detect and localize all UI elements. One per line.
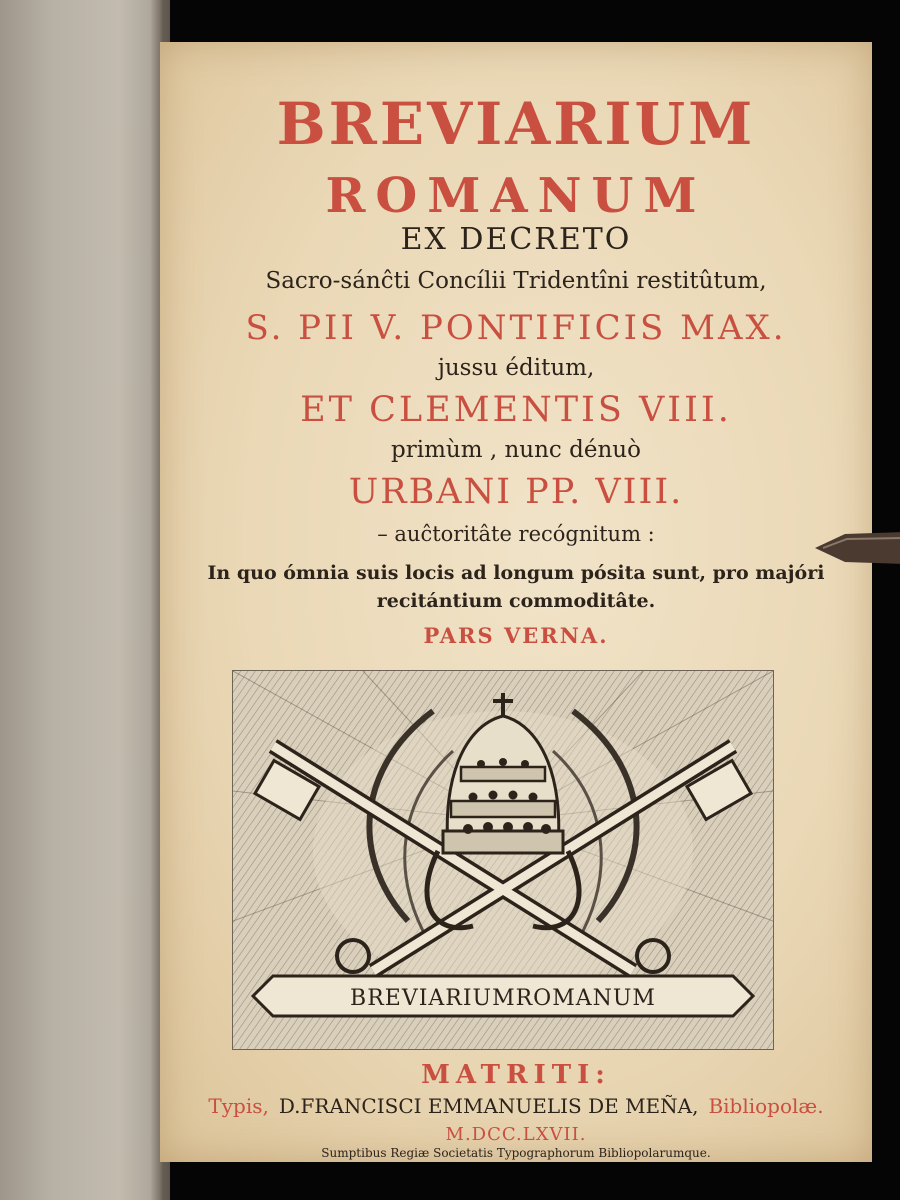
line-pius-v: S. PII V. PONTIFICIS MAX.	[245, 308, 787, 348]
line-auctoritate: – auĉtoritâte recógnitum :	[377, 522, 655, 546]
title-page	[160, 42, 872, 1162]
line-jussu-editum: jussu éditum,	[437, 355, 595, 381]
imprint-typis: Typis,	[208, 1094, 269, 1118]
line-primum-nunc-denuo: primùm , nunc dénuò	[391, 437, 641, 463]
bookmark-tab	[815, 530, 900, 566]
papal-emblem-engraving	[232, 670, 774, 1050]
line-recitantium: recitántium commoditâte.	[376, 590, 656, 612]
line-clementis-viii: ET CLEMENTIS VIII.	[300, 390, 732, 430]
title-breviarium: BREVIARIUM	[276, 90, 756, 158]
line-pars-verna: PARS VERNA.	[423, 623, 609, 648]
line-ex-decreto: EX DECRETO	[400, 222, 632, 257]
imprint-place: MATRITI:	[421, 1060, 611, 1090]
line-urbani-viii: URBANI PP. VIII.	[348, 472, 684, 512]
title-romanum: ROMANUM	[325, 168, 707, 224]
emblem-banner-text: BREVIARIUMROMANUM	[350, 986, 656, 1011]
imprint-printer: D.FRANCISCI EMMANUELIS DE MEÑA,	[278, 1094, 699, 1118]
imprint-printer-line	[160, 1094, 872, 1118]
imprint-sumptibus: Sumptibus Regiæ Societatis Typographorum Bibliopolarumque.	[321, 1146, 711, 1160]
line-in-quo-omnia: In quo ómnia suis locis ad longum pósita sunt, pro majóri	[207, 562, 825, 584]
papal-tiara-crossed-keys-icon	[233, 671, 773, 1049]
facing-blank-page	[0, 0, 170, 1200]
imprint-year: M.DCC.LXVII.	[445, 1124, 587, 1145]
imprint-bibliopolae: Bibliopolæ.	[708, 1094, 824, 1118]
line-sacrosancti: Sacro-sánĉti Concílii Tridentîni restitûtum,	[265, 268, 767, 294]
